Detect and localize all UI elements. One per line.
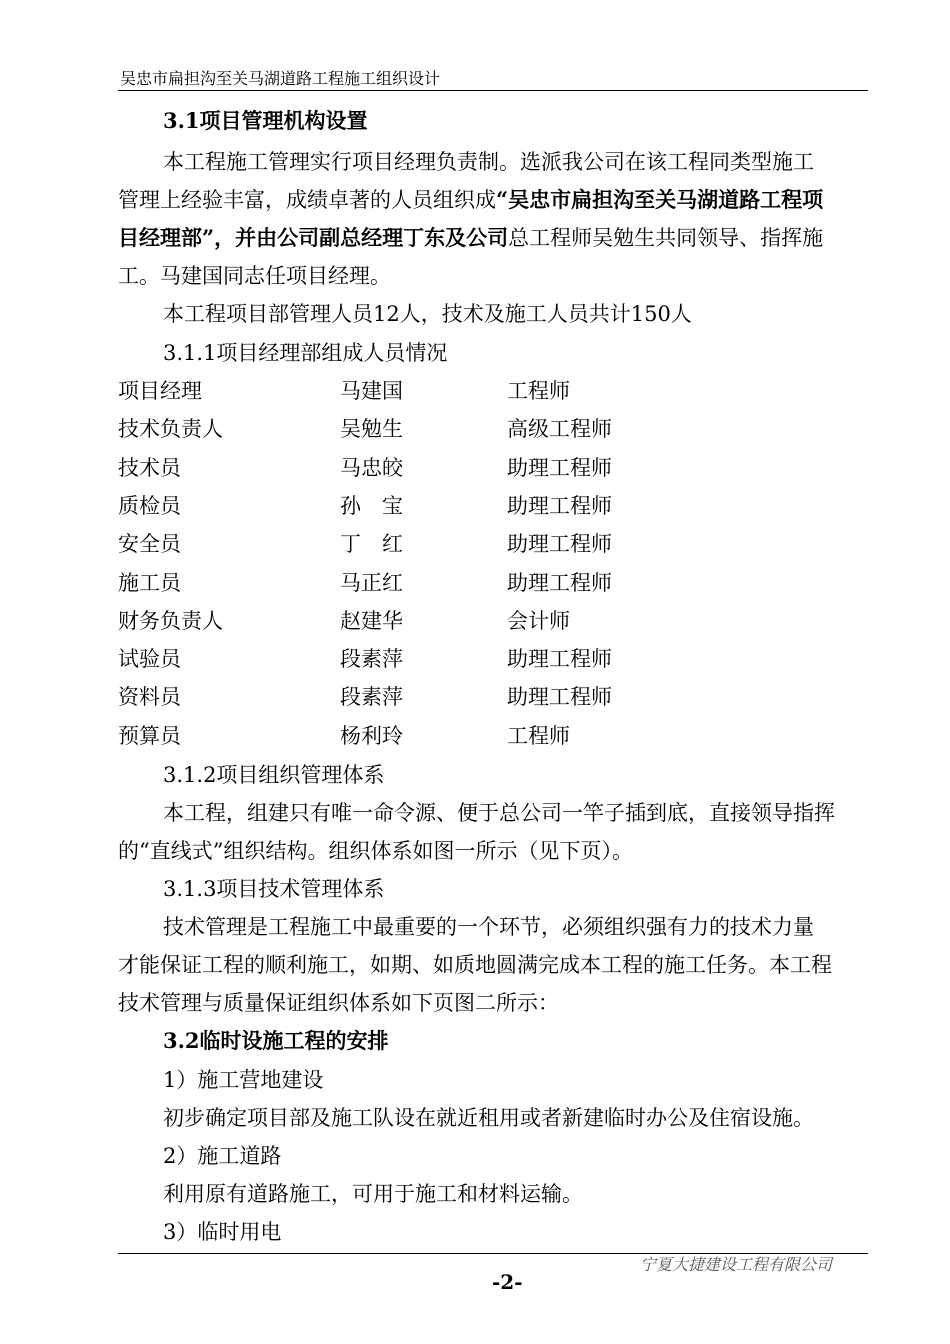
staff-name: 孙 宝	[340, 494, 403, 518]
staff-title: 工程师	[507, 379, 570, 403]
paragraph-line: 技术管理是工程施工中最重要的一个环节，必须组织强有力的技术力量	[163, 915, 814, 939]
staff-name: 段素萍	[340, 647, 403, 671]
paragraph-line: 本工程施工管理实行项目经理负责制。选派我公司在该工程同类型施工	[163, 150, 814, 174]
staff-title: 工程师	[507, 724, 570, 748]
paragraph-line	[118, 184, 823, 214]
staff-name: 丁 红	[340, 532, 403, 556]
paragraph-bold-text: “吴忠市扁担沟至关马湖道路工程项	[496, 187, 824, 212]
page-number: -2-	[492, 1270, 523, 1294]
section-heading-3-2: 3.2临时设施工程的安排	[163, 1028, 389, 1053]
paragraph-line: 初步确定项目部及施工队设在就近租用或者新建临时办公及住宿设施。	[163, 1106, 814, 1130]
staff-role: 资料员	[118, 685, 181, 709]
staff-role: 技术负责人	[118, 417, 223, 441]
list-item-heading: 1）施工营地建设	[163, 1068, 324, 1092]
staff-name: 赵建华	[340, 609, 403, 633]
paragraph-line: 才能保证工程的顺利施工，如期、如质地圆满完成本工程的施工任务。本工程	[118, 953, 832, 977]
paragraph-text: 管理上经验丰富，成绩卓著的人员组织成	[118, 188, 496, 212]
footer-company: 宁夏大捷建设工程有限公司	[640, 1255, 833, 1274]
paragraph-text: 总工程师吴勉生共同领导、指挥施	[508, 226, 824, 250]
staff-role: 项目经理	[118, 379, 202, 403]
list-item-heading: 3）临时用电	[163, 1220, 282, 1244]
paragraph-line: 本工程项目部管理人员12人，技术及施工人员共计150人	[163, 302, 692, 326]
staff-title: 助理工程师	[507, 647, 612, 671]
staff-title: 助理工程师	[507, 685, 612, 709]
page-header-title: 吴忠市扁担沟至关马湖道路工程施工组织设计	[120, 69, 441, 88]
paragraph-bold-text: 目经理部”，并由公司副总经理丁东及公司	[118, 225, 509, 250]
staff-title: 助理工程师	[507, 571, 612, 595]
staff-role: 技术员	[118, 456, 181, 480]
staff-title: 会计师	[507, 609, 570, 633]
staff-role: 施工员	[118, 571, 181, 595]
subsection-heading: 3.1.3项目技术管理体系	[163, 877, 385, 901]
staff-role: 安全员	[118, 532, 181, 556]
staff-title: 助理工程师	[507, 494, 612, 518]
paragraph-line: 本工程，组建只有唯一命令源、便于总公司一竿子插到底，直接领导指挥	[163, 801, 835, 825]
paragraph-line: 技术管理与质量保证组织体系如下页图二所示：	[118, 991, 559, 1015]
staff-name: 马正红	[340, 571, 403, 595]
staff-name: 马忠皎	[340, 456, 403, 480]
staff-role: 预算员	[118, 724, 181, 748]
staff-name: 吴勉生	[340, 417, 403, 441]
staff-title: 助理工程师	[507, 532, 612, 556]
paragraph-line: 利用原有道路施工，可用于施工和材料运输。	[163, 1182, 583, 1206]
staff-role: 试验员	[118, 647, 181, 671]
staff-name: 段素萍	[340, 685, 403, 709]
subsection-heading: 3.1.2项目组织管理体系	[163, 763, 385, 787]
paragraph-line	[118, 222, 823, 252]
paragraph-line: 工。马建国同志任项目经理。	[118, 264, 391, 288]
staff-role: 财务负责人	[118, 609, 223, 633]
staff-name: 马建国	[340, 379, 403, 403]
staff-role: 质检员	[118, 494, 181, 518]
subsection-heading: 3.1.1项目经理部组成人员情况	[163, 341, 448, 365]
section-heading-3-1: 3.1项目管理机构设置	[163, 108, 368, 133]
list-item-heading: 2）施工道路	[163, 1144, 282, 1168]
staff-title: 助理工程师	[507, 456, 612, 480]
header-rule	[118, 90, 868, 91]
paragraph-line: 的“直线式”组织结构。组织体系如图一所示（见下页）。	[118, 839, 633, 863]
staff-title: 高级工程师	[507, 417, 612, 441]
staff-name: 杨利玲	[340, 724, 403, 748]
